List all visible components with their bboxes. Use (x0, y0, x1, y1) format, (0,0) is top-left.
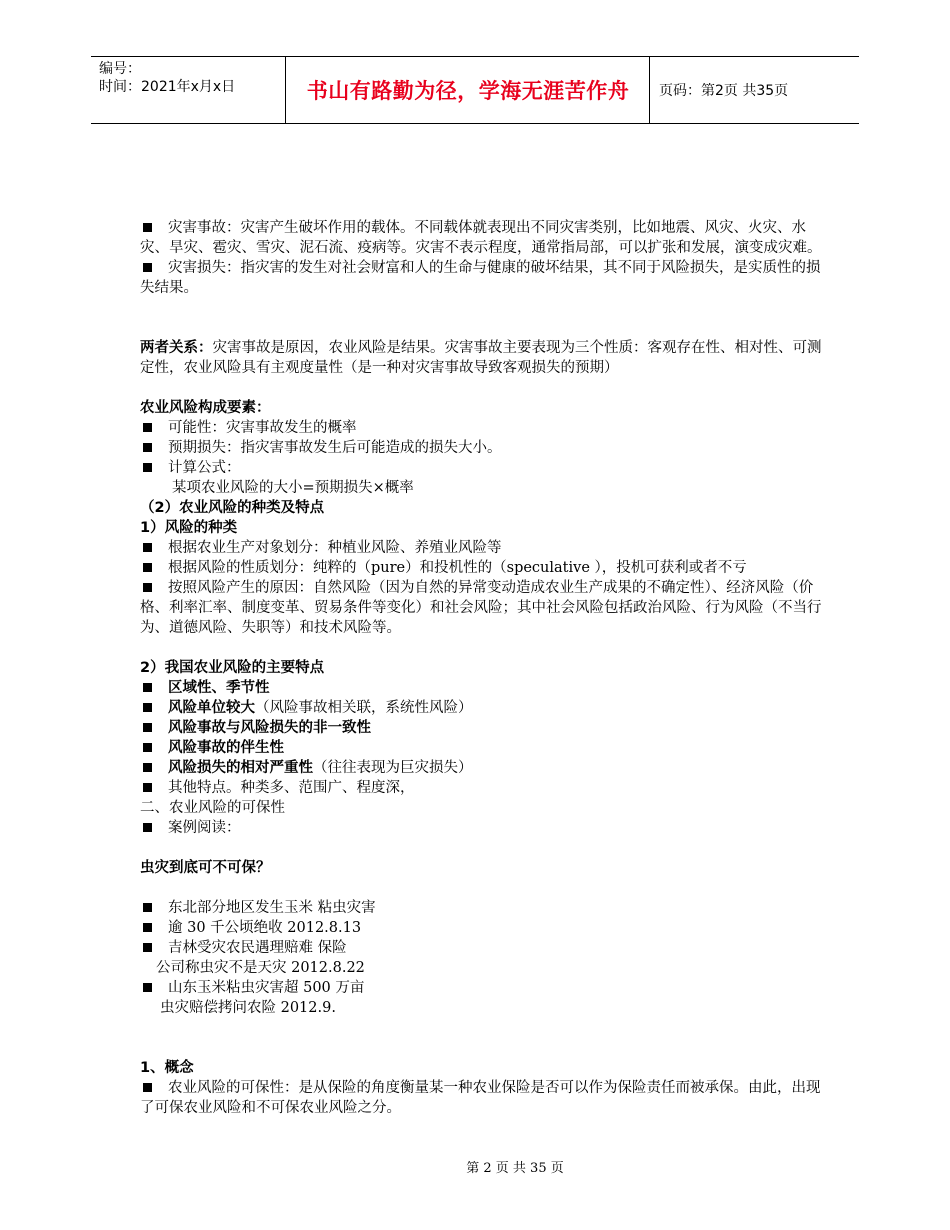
bullet-square-icon (143, 983, 152, 992)
section-heading: 1、概念 (140, 1060, 194, 1076)
paragraph: 灾害损失：指灾害的发生对社会财富和人的生命与健康的破坏结果，其不同于风险损失，是实质性的损失结果。 (140, 260, 821, 296)
bullet-square-icon (143, 923, 152, 932)
page-footer: 第 2 页 共 35 页 (466, 1161, 564, 1176)
header-number: 编号： (99, 61, 141, 77)
list-item: 案例阅读： (140, 818, 830, 838)
page-header (91, 56, 859, 124)
subsection-heading: 1）风险的种类 (140, 520, 238, 536)
header-meta (99, 60, 284, 96)
list-item: 可能性：灾害事故发生的概率 (140, 418, 830, 438)
bullet-square-icon (143, 583, 152, 592)
bullet-square-icon (143, 903, 152, 912)
header-time: 时间：2021年x月x日 (99, 79, 236, 95)
bullet-square-icon (143, 783, 152, 792)
list-item: 山东玉米粘虫灾害超 500 万亩 (140, 978, 830, 998)
paragraph: 灾害事故：灾害产生破坏作用的载体。不同载体就表现出不同灾害类别，比如地震、风灾、火灾、水灾、旱灾、雹灾、雪灾、泥石流、疫病等。灾害不表示程度，通常指局部，可以扩张和发展，演变成灾难。 (140, 220, 822, 256)
list-item: 吉林受灾农民遇理赔难 保险 (140, 938, 830, 958)
document-body (140, 218, 830, 1118)
list-item: 风险事故的伴生性 (140, 738, 830, 758)
section-heading: （2）农业风险的种类及特点 (140, 500, 325, 516)
list-item: 根据农业生产对象划分：种植业风险、养殖业风险等 (140, 538, 830, 558)
bullet-square-icon (143, 723, 152, 732)
bullet-square-icon (143, 563, 152, 572)
header-page-info: 页码：第2页 共35页 (659, 83, 789, 99)
list-item: 逾 30 千公顷绝收 2012.8.13 (140, 918, 830, 938)
list-item-continuation: 虫灾赔偿拷问农险 2012.9. (160, 1000, 336, 1016)
list-item: 计算公式： (140, 458, 830, 478)
bullet-square-icon (143, 223, 152, 232)
formula: 某项农业风险的大小=预期损失×概率 (172, 480, 414, 496)
bullet-square-icon (143, 743, 152, 752)
subsection-heading: 2）我国农业风险的主要特点 (140, 660, 325, 676)
bullet-square-icon (143, 703, 152, 712)
bullet-square-icon (143, 543, 152, 552)
bullet-square-icon (143, 263, 152, 272)
list-item-continuation: 公司称虫灾不是天灾 2012.8.22 (156, 960, 365, 976)
list-item: 其他特点。种类多、范围广、程度深， (140, 778, 830, 798)
paragraph: 农业风险的可保性：是从保险的角度衡量某一种农业保险是否可以作为保险责任而被承保。由此，出现了可保农业风险和不可保农业风险之分。 (140, 1080, 821, 1116)
bullet-square-icon (143, 683, 152, 692)
bullet-square-icon (143, 443, 152, 452)
bullet-square-icon (143, 823, 152, 832)
bullet-square-icon (143, 1083, 152, 1092)
bullet-square-icon (143, 463, 152, 472)
list-item: 东北部分地区发生玉米 粘虫灾害 (140, 898, 830, 918)
list-item: 风险事故与风险损失的非一致性 (140, 718, 830, 738)
header-divider (649, 57, 650, 123)
list-item: 区域性、季节性 (140, 678, 830, 698)
list-item: 预期损失：指灾害事故发生后可能造成的损失大小。 (140, 438, 830, 458)
bullet-square-icon (143, 763, 152, 772)
case-title: 虫灾到底可不可保？ (140, 860, 271, 876)
header-motto: 书山有路勤为径，学海无涯苦作舟 (306, 78, 630, 103)
bullet-square-icon (143, 943, 152, 952)
list-item: 根据风险的性质划分：纯粹的（pure）和投机性的（speculative ），投机可获利或者不亏 (140, 558, 830, 578)
bullet-square-icon (143, 423, 152, 432)
list-item: 风险单位较大（风险事故相关联，系统性风险） (140, 698, 830, 718)
section-heading: 二、农业风险的可保性 (140, 800, 285, 816)
header-divider (285, 57, 286, 123)
list-item: 风险损失的相对严重性（往往表现为巨灾损失） (140, 758, 830, 778)
relation-paragraph: 两者关系：灾害事故是原因，农业风险是结果。灾害事故主要表现为三个性质：客观存在性、相对性、可测定性，农业风险具有主观度量性（是一种对灾害事故导致客观损失的预期） (140, 340, 822, 376)
list-item: 按照风险产生的原因：自然风险（因为自然的异常变动造成农业生产成果的不确定性）、经济风险（价格、利率汇率、制度变革、贸易条件等变化）和社会风险；其中社会风险包括政治风险、行为风险（不当行为、道德风险、失职等）和技术风险等。 (140, 580, 822, 636)
section-heading: 农业风险构成要素： (140, 400, 271, 416)
